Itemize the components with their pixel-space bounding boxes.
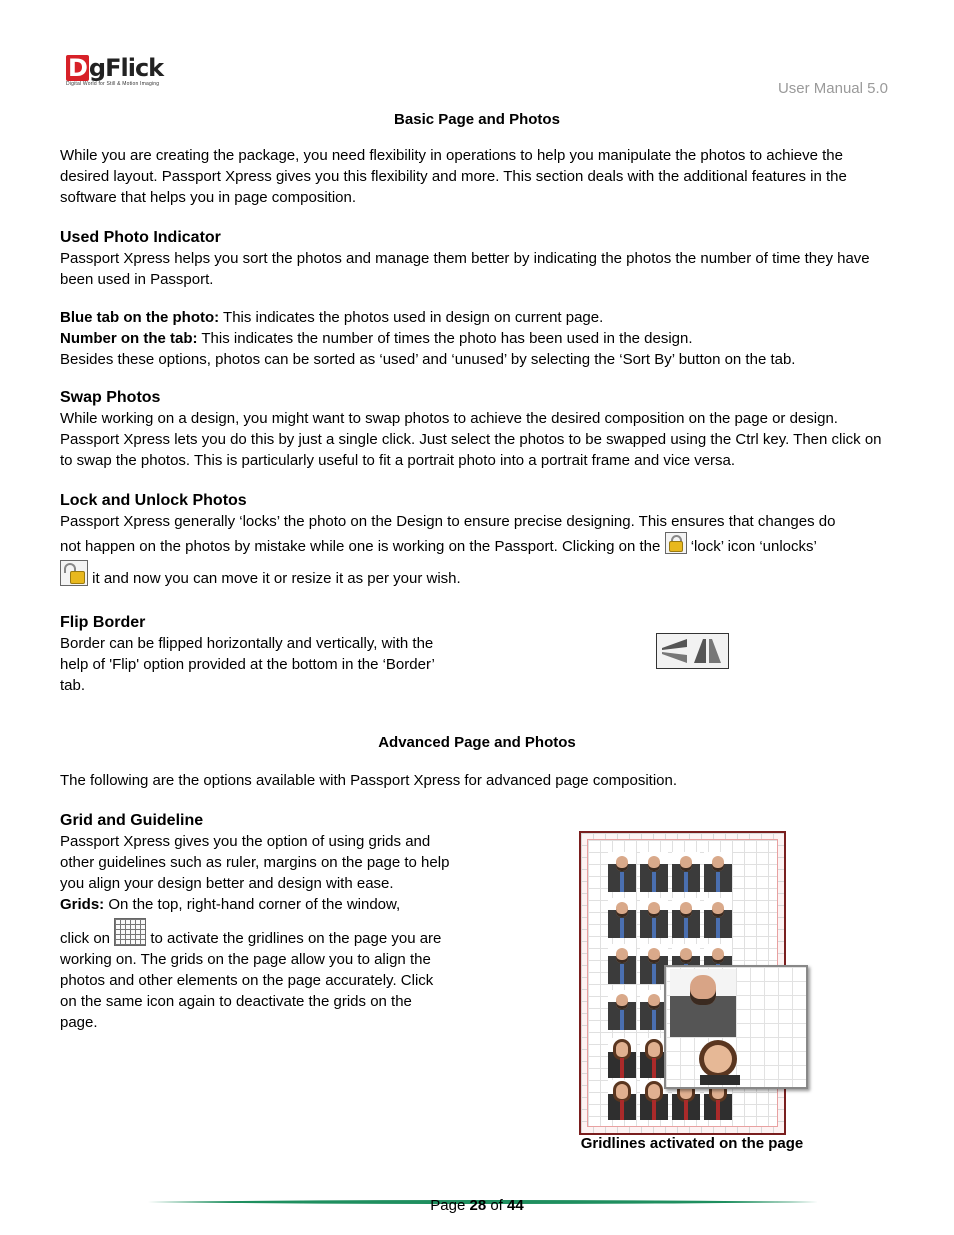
lock-text-1: Passport Xpress generally ‘locks’ the photo on the Design to ensure precise designing. This ensures that changes do [60, 513, 836, 530]
heading-lock: Lock and Unlock Photos [60, 492, 247, 509]
lock-text-2: not happen on the photos by mistake while one is working on the Passport. Clicking on the [60, 538, 665, 555]
zoomed-grid-inset [664, 965, 808, 1089]
blue-tab-line [60, 307, 894, 328]
enlarged-photo-man [670, 969, 736, 1037]
grids-line [60, 894, 450, 915]
section-title-basic: Basic Page and Photos [394, 111, 560, 128]
passport-photo [640, 898, 668, 938]
grids-text-2: click on [60, 930, 115, 947]
grids-label: Grids: [60, 896, 105, 913]
section-title-advanced: Advanced Page and Photos [378, 734, 576, 751]
grids-paragraph [60, 918, 450, 1033]
lock-icon [665, 532, 687, 554]
passport-photo [640, 852, 668, 892]
blue-tab-text: This indicates the photos used in design on current page. [219, 309, 604, 326]
grid-icon [114, 918, 146, 946]
page-total: 44 [507, 1197, 524, 1214]
blue-tab-label: Blue tab on the photo: [60, 309, 220, 326]
number-tab-label: Number on the tab: [60, 330, 198, 347]
logo-tagline: Digital World for Still & Motion Imaging [66, 81, 160, 87]
page-number [0, 1195, 954, 1216]
used-photo-text: Passport Xpress helps you sort the photos and manage them better by indicating the photos the number of time they have been used in Passport. [60, 250, 870, 288]
enlarged-photo-child [694, 1039, 746, 1085]
lock-text-4: it and now you can move it or resize it as per your wish. [88, 570, 461, 587]
logo-wordmark: DgFlick [68, 54, 164, 82]
passport-photo [608, 944, 636, 984]
lock-text-3: ‘lock’ icon ‘unlocks’ [686, 538, 817, 555]
passport-photo [608, 1038, 636, 1078]
sort-text: Besides these options, photos can be sorted as ‘used’ and ‘unused’ by selecting the ‘Sort By’ button on the tab. [60, 351, 796, 368]
page-of: of [486, 1197, 508, 1214]
heading-flip: Flip Border [60, 614, 146, 631]
heading-swap: Swap Photos [60, 389, 161, 406]
grids-text-1: On the top, right-hand corner of the window, [104, 896, 401, 913]
heading-used-photo: Used Photo Indicator [60, 229, 221, 246]
passport-photo [704, 898, 732, 938]
passport-photo [608, 852, 636, 892]
number-tab-text: This indicates the number of times the photo has been used in the design. [197, 330, 693, 347]
basic-intro: While you are creating the package, you need flexibility in operations to help you manipulate the photos to achieve the desired layout. Passport Xpress gives you this flexibility and more. This section deals with the additional features in the software that helps you in page composition. [60, 147, 847, 206]
grid-text: Passport Xpress gives you the option of using grids and other guidelines such as ruler, margins on the page to help you align your design better and design with ease. [60, 833, 450, 892]
swap-text: While working on a design, you might want to swap photos to achieve the desired composition on the page or design. Passport Xpress lets you do this by just a single click. Just select the photos to be swapped using the Ctrl key. Then click on to swap the photos. This is particularly useful to fit a portrait photo into a portrait frame and vice versa. [60, 410, 882, 469]
passport-photo [608, 990, 636, 1030]
passport-photo [672, 898, 700, 938]
page-current: 28 [469, 1197, 487, 1214]
lock-line-4 [60, 560, 894, 594]
passport-photo [672, 852, 700, 892]
grids-text-3: to activate the gridlines on the page you are working on. The grids on the page allow you to align the photos and other elements on the page accurately. Click on the same icon again to deactivate the grids on the page. [60, 930, 442, 1031]
figure-caption: Gridlines activated on the page [580, 1135, 804, 1152]
lock-line-2 [60, 532, 894, 562]
unlock-icon [60, 560, 88, 586]
passport-photo [704, 852, 732, 892]
flip-icon [656, 633, 729, 669]
manual-version: User Manual 5.0 [777, 80, 888, 97]
passport-photo [608, 898, 636, 938]
advanced-intro: The following are the options available with Passport Xpress for advanced page composition. [60, 772, 678, 789]
dgflick-logo [66, 55, 166, 95]
heading-grid: Grid and Guideline [60, 812, 204, 829]
flip-text: Border can be flipped horizontally and vertically, with the help of 'Flip' option provided at the bottom in the ‘Border’ tab. [60, 635, 435, 694]
page-prefix: Page [430, 1197, 470, 1214]
number-tab-line [60, 328, 894, 349]
passport-photo [608, 1080, 636, 1120]
